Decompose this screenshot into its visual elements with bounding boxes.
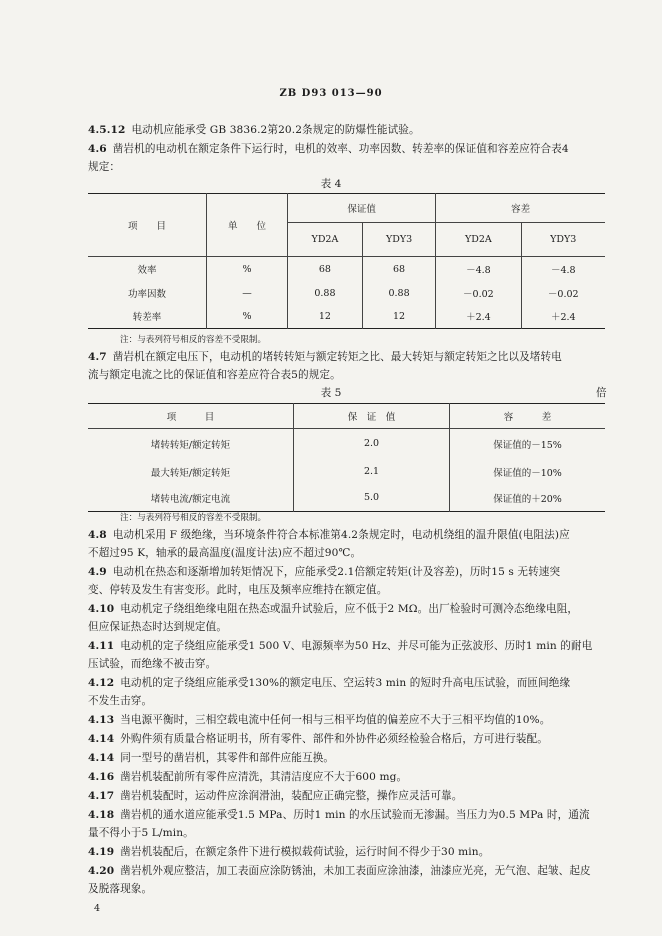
clause-text-line1: 电动机采用 F 级绝缘，当环境条件符合本标准第4.2条规定时，电动机绕组的温升限值(电阻法)应 xyxy=(112,529,570,541)
clause-number: 4.5.12 xyxy=(88,124,126,136)
page-number: 4 xyxy=(94,903,101,914)
clause-text-line1: 凿岩机在额定电压下，电动机的堵转转矩与额定转矩之比、最大转矩与额定转矩之比以及堵转电 xyxy=(112,351,562,363)
table-cell: % xyxy=(207,257,288,282)
table4-header-unit: 单 位 xyxy=(207,194,288,257)
clause-4-10-line2: 但应保证热态时达到规定值。 xyxy=(88,621,228,633)
table-cell: 堵转转矩/额定转矩 xyxy=(150,439,231,451)
table-cell: 0.88 xyxy=(288,282,363,305)
table4-header-guarantee: 保证值 xyxy=(288,194,436,223)
table4-subheader: YDY3 xyxy=(362,223,435,257)
table4-subheader: YD2A xyxy=(436,223,521,257)
table-cell: 12 xyxy=(288,305,363,329)
table5-header-guarantee: 保 证 值 xyxy=(294,404,450,429)
table-cell: 68 xyxy=(362,257,435,282)
clause-4-20-line2: 及脱落现象。 xyxy=(88,883,153,895)
clause-text: 电动机应能承受 GB 3836.2第20.2条规定的防爆性能试验。 xyxy=(131,124,420,136)
clause-4-12 xyxy=(88,674,608,692)
table4-caption: 表 4 xyxy=(320,178,342,190)
table-row xyxy=(88,429,605,459)
clause-4-7 xyxy=(88,348,608,366)
table-cell: % xyxy=(207,305,288,329)
clause-4-5-12 xyxy=(88,121,608,139)
clause-4-14b xyxy=(88,749,608,767)
table-row xyxy=(88,305,605,329)
table4-note: 注：与表列符号相反的容差不受限制。 xyxy=(120,335,267,345)
clause-number: 4.10 xyxy=(88,603,115,615)
table-cell: ＋2.4 xyxy=(521,305,605,329)
table-cell: －0.02 xyxy=(521,282,605,305)
clause-text: 当电源平衡时，三相空载电流中任何一相与三相平均值的偏差应不大于三相平均值的10%。 xyxy=(120,714,551,726)
table4-subheader: YD2A xyxy=(288,223,363,257)
document-header: ZB D93 013—90 xyxy=(279,88,383,99)
clause-number: 4.8 xyxy=(88,529,107,541)
table-cell: 0.88 xyxy=(362,282,435,305)
table-cell: — xyxy=(207,282,288,305)
clause-number: 4.11 xyxy=(88,640,115,652)
table-cell: －4.8 xyxy=(521,257,605,282)
clause-4-14a xyxy=(88,730,608,748)
clause-number: 4.13 xyxy=(88,714,115,726)
table-cell: 保证值的－15% xyxy=(450,429,606,459)
table-cell: 保证值的＋20% xyxy=(450,485,606,512)
table-cell: 2.0 xyxy=(294,429,450,459)
table-cell: 效率 xyxy=(137,265,157,277)
table-cell: 5.0 xyxy=(294,485,450,512)
clause-4-9-line2: 变、停转及发生有害变形。此时，电压及频率应维持在额定值。 xyxy=(88,584,388,596)
table-cell: 12 xyxy=(362,305,435,329)
table-cell: －0.02 xyxy=(436,282,521,305)
clause-text-line1: 电动机定子绕组绝缘电阻在热态或温升试验后，应不低于2 MΩ。出厂检验时可测冷态绝缘电阻， xyxy=(120,603,579,615)
table-cell: 2.1 xyxy=(294,459,450,485)
table-cell: 最大转矩/额定转矩 xyxy=(150,467,231,479)
clause-text: 同一型号的凿岩机，其零件和部件应能互换。 xyxy=(120,752,335,764)
clause-4-10 xyxy=(88,600,608,618)
clause-4-19 xyxy=(88,843,608,861)
table5-header-item: 项 目 xyxy=(88,404,294,429)
clause-4-12-line2: 不发生击穿。 xyxy=(88,695,153,707)
clause-text: 外购件须有质量合格证明书，所有零件、部件和外协件必须经检验合格后，方可进行装配。 xyxy=(120,733,548,745)
table-row xyxy=(88,485,605,512)
clause-text: 凿岩机装配后，在额定条件下进行模拟载荷试验，运行时间不得少于30 min。 xyxy=(120,846,490,858)
clause-number: 4.16 xyxy=(88,771,115,783)
clause-number: 4.14 xyxy=(88,733,115,745)
clause-4-11-line2: 压试验，而绝缘不被击穿。 xyxy=(88,658,217,670)
clause-number: 4.18 xyxy=(88,809,115,821)
clause-4-18 xyxy=(88,806,608,824)
table4-header-tolerance: 容差 xyxy=(436,194,605,223)
clause-text-line1: 凿岩机的电动机在额定条件下运行时，电机的效率、功率因数、转差率的保证值和容差应符合表4 xyxy=(112,143,569,155)
table-cell: 堵转电流/额定电流 xyxy=(150,493,231,505)
table5-unit-mark: 倍 xyxy=(596,387,607,399)
clause-number: 4.6 xyxy=(88,143,107,155)
clause-number: 4.7 xyxy=(88,351,107,363)
clause-4-20 xyxy=(88,862,608,880)
clause-text-line1: 凿岩机的通水道应能承受1.5 MPa、历时1 min 的水压试验而无渗漏。当压力为0.5 MPa 时，通流 xyxy=(120,809,590,821)
table5-caption: 表 5 xyxy=(320,387,342,399)
table-cell: 转差率 xyxy=(132,312,162,324)
clause-number: 4.12 xyxy=(88,677,115,689)
table-cell: 保证值的－10% xyxy=(450,459,606,485)
clause-number: 4.19 xyxy=(88,846,115,858)
table-row xyxy=(88,257,605,282)
table-cell: 功率因数 xyxy=(127,289,166,300)
table-5 xyxy=(88,403,605,512)
clause-text: 凿岩机装配前所有零件应清洗，其清洁度应不大于600 mg。 xyxy=(120,771,408,783)
clause-text-line1: 凿岩机外观应整洁，加工表面应涂防锈油，未加工表面应涂油漆，油漆应光亮，无气泡、起皱、起皮 xyxy=(120,865,591,877)
table-4 xyxy=(88,193,605,329)
table-row xyxy=(88,459,605,485)
clause-4-13 xyxy=(88,711,608,729)
clause-text: 凿岩机装配时，运动件应涂润滑油，装配应正确完整，操作应灵活可靠。 xyxy=(120,790,463,802)
clause-4-18-line2: 量不得小于5 L/min。 xyxy=(88,827,194,839)
clause-4-8 xyxy=(88,526,608,544)
clause-4-11 xyxy=(88,637,608,655)
clause-4-8-line2: 不超过95 K，轴承的最高温度(温度计法)应不超过90℃。 xyxy=(88,547,362,559)
clause-number: 4.14 xyxy=(88,752,115,764)
table5-header-tolerance: 容 差 xyxy=(450,404,606,429)
clause-4-9 xyxy=(88,563,608,581)
table-cell: ＋2.4 xyxy=(436,305,521,329)
table5-note: 注：与表列符号相反的容差不受限制。 xyxy=(120,513,267,523)
clause-4-6-line2: 规定： xyxy=(88,161,121,173)
table-row xyxy=(88,282,605,305)
table4-subheader: YDY3 xyxy=(521,223,605,257)
clause-text-line1: 电动机的定子绕组应能承受1 500 V、电源频率为50 Hz、并尽可能为正弦波形、历时1 min 的耐电 xyxy=(120,640,593,652)
clause-4-17 xyxy=(88,787,608,805)
clause-text-line1: 电动机的定子绕组应能承受130%的额定电压、空运转3 min 的短时升高电压试验，而匝间绝缘 xyxy=(120,677,571,689)
table-cell: 68 xyxy=(288,257,363,282)
clause-4-6 xyxy=(88,140,608,158)
clause-4-7-line2: 流与额定电流之比的保证值和容差应符合表5的规定。 xyxy=(88,369,341,381)
clause-4-16 xyxy=(88,768,608,786)
table-cell: －4.8 xyxy=(436,257,521,282)
table4-header-item: 项 目 xyxy=(88,194,207,257)
clause-number: 4.20 xyxy=(88,865,115,877)
clause-number: 4.17 xyxy=(88,790,115,802)
clause-number: 4.9 xyxy=(88,566,107,578)
clause-text-line1: 电动机在热态和逐渐增加转矩情况下，应能承受2.1倍额定转矩(计及容差)，历时15 s 无转速突 xyxy=(112,566,561,578)
